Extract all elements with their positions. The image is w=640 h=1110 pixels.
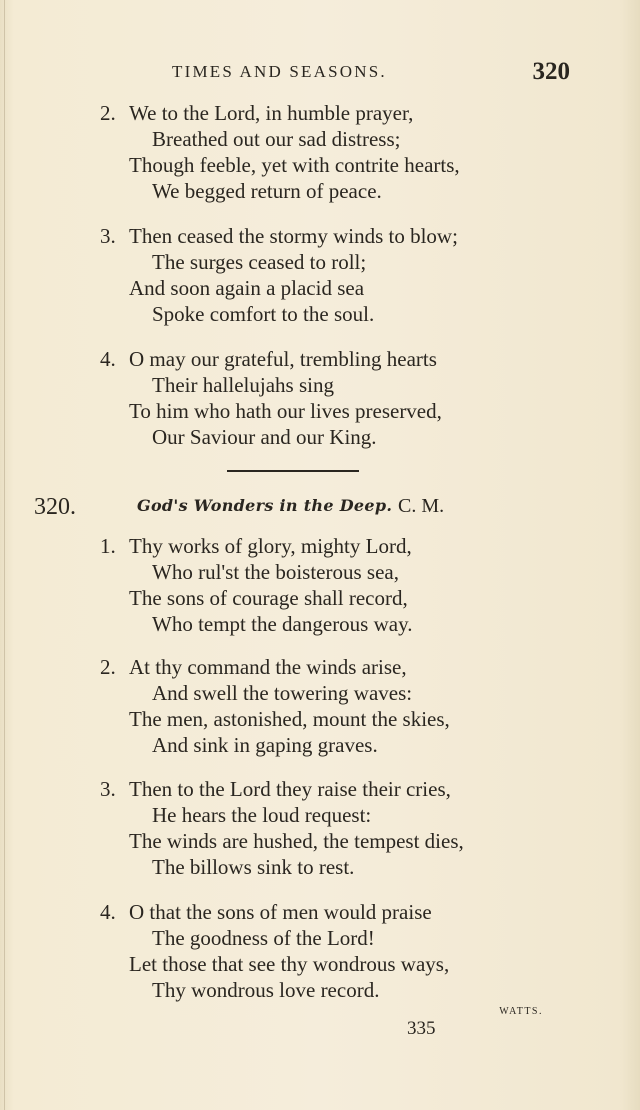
hymn-stanza-1 <box>100 533 570 637</box>
hymn-stanza-3 <box>100 776 570 880</box>
stanza-number: 1. <box>100 534 116 558</box>
hymn-title: God's Wonders in the Deep. <box>137 496 393 515</box>
verse-line: Let those that see thy wondrous ways, <box>129 952 450 976</box>
stanza-number: 3. <box>100 224 116 248</box>
verse-line: Who tempt the dangerous way. <box>152 612 413 636</box>
stanza-top-4 <box>100 346 570 450</box>
verse-line: And swell the towering waves: <box>152 681 413 705</box>
stanza-top-2 <box>100 100 570 204</box>
hymn-author: WATTS. <box>499 1006 543 1017</box>
verse-line: To him who hath our lives preserved, <box>129 399 442 423</box>
stanza-number: 2. <box>100 101 116 125</box>
page-number: 335 <box>407 1018 436 1039</box>
verse-line: The men, astonished, mount the skies, <box>129 707 450 731</box>
verse-line: He hears the loud request: <box>152 803 372 827</box>
verse-line: Then ceased the stormy winds to blow; <box>129 224 458 248</box>
verse-line: At thy command the winds arise, <box>129 655 407 679</box>
verse-line: O may our grateful, trembling hearts <box>129 347 437 371</box>
stanza-number: 4. <box>100 347 116 371</box>
verse-line: Thy works of glory, mighty Lord, <box>129 534 412 558</box>
verse-line: The billows sink to rest. <box>152 855 355 879</box>
verse-line: The winds are hushed, the tempest dies, <box>129 829 464 853</box>
verse-line: We begged return of peace. <box>152 179 382 203</box>
verse-line: Their hallelujahs sing <box>152 373 334 397</box>
hymn-meter: C. M. <box>398 495 445 517</box>
verse-line: Who rul'st the boisterous sea, <box>152 560 399 584</box>
verse-line: The surges ceased to roll; <box>152 250 367 274</box>
hymn-stanza-2 <box>100 654 570 758</box>
verse-line: Thy wondrous love record. <box>152 978 380 1002</box>
running-hymn-number: 320 <box>532 58 570 85</box>
verse-line: The sons of courage shall record, <box>129 586 408 610</box>
verse-line: The goodness of the Lord! <box>152 926 375 950</box>
running-title: TIMES AND SEASONS. <box>172 62 387 81</box>
verse-line: Our Saviour and our King. <box>152 425 377 449</box>
hymn-heading <box>0 494 640 524</box>
gutter-line <box>4 0 5 1110</box>
hymn-number: 320. <box>34 494 76 520</box>
stanza-number: 4. <box>100 900 116 924</box>
stanza-top-3 <box>100 223 570 327</box>
stanza-number: 3. <box>100 777 116 801</box>
verse-line: O that the sons of men would praise <box>129 900 432 924</box>
verse-line: Though feeble, yet with contrite hearts, <box>129 153 460 177</box>
hymn-stanza-4 <box>100 899 570 1003</box>
verse-line: Breathed out our sad distress; <box>152 127 401 151</box>
section-divider <box>227 470 359 472</box>
verse-line: And sink in gaping graves. <box>152 733 378 757</box>
verse-line: And soon again a placid sea <box>129 276 365 300</box>
stanza-number: 2. <box>100 655 116 679</box>
verse-line: Then to the Lord they raise their cries, <box>129 777 451 801</box>
verse-line: Spoke comfort to the soul. <box>152 302 375 326</box>
verse-line: We to the Lord, in humble prayer, <box>129 101 414 125</box>
running-head <box>0 58 640 88</box>
